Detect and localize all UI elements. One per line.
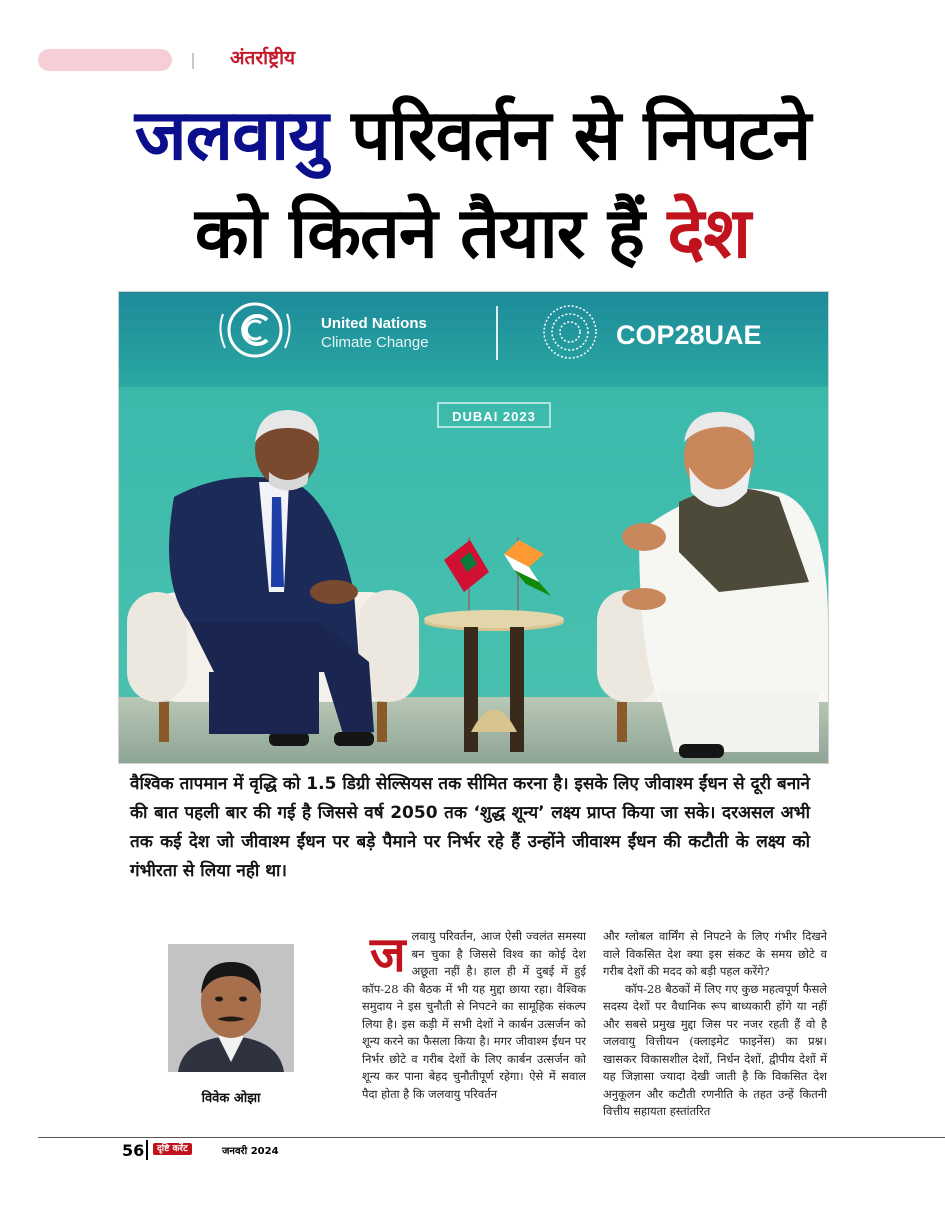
- footer-divider: [146, 1140, 148, 1160]
- cop28-title: COP28UAE: [616, 320, 762, 350]
- headline-highlight-red: देश: [667, 192, 751, 274]
- un-title-line-2: Climate Change: [321, 334, 429, 351]
- author-photo: [168, 944, 294, 1072]
- dropcap: ज: [370, 928, 406, 983]
- headline-line-2-start: को कितने तैयार हैं: [194, 192, 668, 274]
- headline-highlight-blue: जलवायु: [134, 94, 328, 176]
- body-column-2: [603, 928, 827, 1124]
- body-column-1-text: लवायु परिवर्तन, आज ऐसी ज्वलंत समस्या बन चुका है जिससे विश्व का कोई देश अछूता नहीं है। हाल ही में दुबई में हुई कॉप-28 की बैठक में भी यह मुद्दा छाया रहा। वैश्विक समुदाय ने इस चुनौती से निपटने का सामूहिक संकल्प लिया है। इस कड़ी में सभी देशों ने कार्बन उत्सर्जन को शून्य करने का फैसला किया है। मगर जीवाश्म ईंधन पर निर्भर छोटे व गरीब देशों के लिए कार्बन उत्सर्जन को शून्य कर पाना बेहद चुनौतीपूर्ण रहेगा। ऐसे में सवाल पैदा होता है कि जलवायु परिवर्तन: [362, 929, 586, 1101]
- un-title-line-1: United Nations: [321, 315, 427, 332]
- author-name: विवेक ओझा: [201, 1091, 261, 1106]
- headline-line-2: [0, 184, 945, 282]
- footer-brand-logo: दृष्टि करेंट: [153, 1143, 192, 1155]
- standfirst-text: वैश्विक तापमान में वृद्धि को 1.5 डिग्री सेल्सियस तक सीमित करना है। इसके लिए जीवाश्म ईंधन से दूरी बनाने की बात पहली बार की गई है जिससे वर्ष 2050 तक ‘शुद्ध शून्य’ लक्ष्य प्राप्त किया जा सके। दरअसल अभी तक कई देश जो जीवाश्म ईंधन पर बड़े पैमाने पर निर्भर रहे हैं उन्होंने जीवाश्म ईंधन की कटौती के लक्ष्य को गंभीरता से लिया नही था।: [130, 774, 810, 881]
- headline: [0, 86, 945, 282]
- section-divider: [192, 53, 194, 69]
- footer-rule: [38, 1137, 945, 1138]
- headline-line-1-rest: परिवर्तन से निपटने: [327, 94, 811, 176]
- dubai-label: DUBAI 2023: [452, 409, 536, 424]
- section-label: अंतर्राष्ट्रीय: [230, 47, 296, 69]
- body-column-2-paragraph-2: कॉप-28 बैठकों में लिए गए कुछ महत्वपूर्ण फैसले सदस्य देशों पर वैधानिक रूप बाध्यकारी होंगे या नहीं और सबसे प्रमुख मुद्दा जिस पर नजर रहती हैं वो है जलवायु वित्तीयन (क्लाइमेट फाइनेंस) का प्रश्न। खासकर विकासशील देशों, निर्धन देशों, द्वीपीय देशों में यह जिज्ञासा ज्यादा देखी जाती है कि विकसित देश अनुकूलन और कटौती रणनीति के तहत उन्हें कितनी वित्तीय सहायता हस्तांतरित: [603, 981, 827, 1118]
- headline-line-1: [0, 86, 945, 184]
- section-pill-decoration: [38, 49, 172, 71]
- page-number: 56: [122, 1141, 145, 1160]
- cover-photo: [118, 291, 829, 764]
- body-column-2-paragraph-1: और ग्लोबल वार्मिंग से निपटने के लिए गंभीर दिखने वाले विकसित देश क्या इस संकट के समय छोटे व गरीब देशों की मदद को बड़ी पहल करेंगे?: [603, 929, 827, 978]
- body-column-1: [362, 928, 586, 1124]
- footer-date: जनवरी 2024: [222, 1146, 279, 1157]
